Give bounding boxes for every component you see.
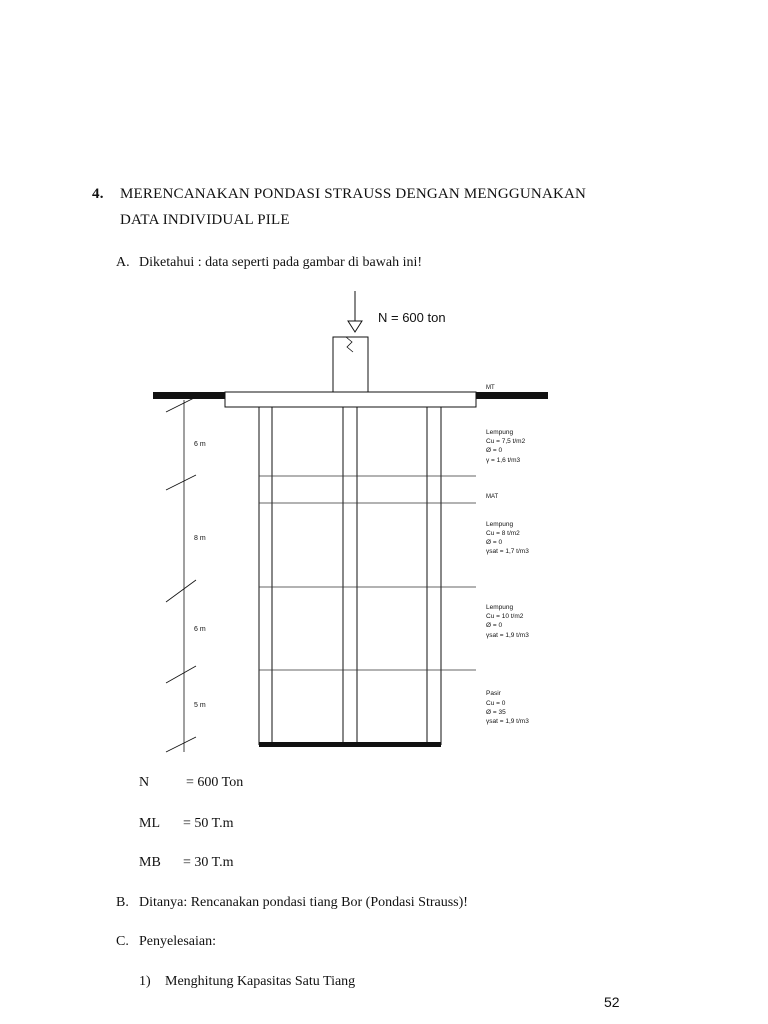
water-table-label: MAT <box>486 494 499 500</box>
soil-layer-3 <box>486 604 529 639</box>
svg-text:γ = 1,6 t/m3: γ = 1,6 t/m3 <box>486 457 521 464</box>
piles <box>259 407 441 745</box>
part-a-text: Diketahui : data seperti pada gambar di bawah ini! <box>139 255 423 270</box>
section-number: 4. <box>92 186 104 202</box>
svg-text:Lempung: Lempung <box>486 429 514 436</box>
given-value-n: = 600 Ton <box>186 775 244 790</box>
svg-text:γsat = 1,9 t/m3: γsat = 1,9 t/m3 <box>486 718 529 725</box>
svg-text:Ø = 35: Ø = 35 <box>486 709 506 716</box>
step-1-number: 1) <box>139 974 151 989</box>
given-value-ml: = 50 T.m <box>183 816 234 831</box>
soil-layer-4 <box>486 690 529 725</box>
svg-text:γsat = 1,7 t/m3: γsat = 1,7 t/m3 <box>486 548 529 555</box>
part-b-text: Ditanya: Rencanakan pondasi tiang Bor (Pondasi Strauss)! <box>139 895 468 910</box>
part-a-letter: A. <box>116 255 130 270</box>
svg-text:Lempung: Lempung <box>486 521 514 528</box>
soil-layer-2 <box>486 521 529 555</box>
part-c-text: Penyelesaian: <box>139 934 216 949</box>
given-name-ml: ML <box>139 816 160 831</box>
pile-base <box>259 742 441 747</box>
depth-label-1: 6 m <box>194 441 206 448</box>
section-title-line1: MERENCANAKAN PONDASI STRAUSS DENGAN MENGGUNAKAN <box>120 186 587 202</box>
part-b-letter: B. <box>116 895 129 910</box>
svg-text:Cu = 0: Cu = 0 <box>486 700 506 707</box>
depth-dimension <box>166 397 196 752</box>
depth-label-4: 5 m <box>194 702 206 709</box>
ground-label: MT <box>486 385 495 391</box>
load-arrow-icon <box>348 291 362 332</box>
svg-text:γsat = 1,9 t/m3: γsat = 1,9 t/m3 <box>486 632 529 639</box>
svg-text:Ø = 0: Ø = 0 <box>486 447 503 454</box>
svg-text:Lempung: Lempung <box>486 604 514 611</box>
svg-text:Cu = 8 t/m2: Cu = 8 t/m2 <box>486 530 520 537</box>
soil-layer-1 <box>486 429 526 464</box>
svg-text:Ø = 0: Ø = 0 <box>486 622 503 629</box>
ground-surface-right <box>476 392 548 399</box>
depth-label-2: 8 m <box>194 535 206 542</box>
svg-text:Ø = 0: Ø = 0 <box>486 539 503 546</box>
section-title-line2: DATA INDIVIDUAL PILE <box>120 212 290 228</box>
given-value-mb: = 30 T.m <box>183 855 234 870</box>
svg-text:Cu = 10 t/m2: Cu = 10 t/m2 <box>486 613 524 620</box>
load-label: N = 600 ton <box>378 310 446 325</box>
ground-surface-left <box>153 392 225 399</box>
column <box>333 337 368 393</box>
svg-text:Cu = 7,5 t/m2: Cu = 7,5 t/m2 <box>486 438 526 445</box>
given-name-n: N <box>139 775 150 790</box>
pile-cap <box>225 392 476 407</box>
step-1-text: Menghitung Kapasitas Satu Tiang <box>165 974 356 989</box>
given-name-mb: MB <box>139 855 161 870</box>
layer-boundaries <box>259 476 476 670</box>
depth-label-3: 6 m <box>194 626 206 633</box>
page-number: 52 <box>604 994 620 1010</box>
part-c-letter: C. <box>116 934 129 949</box>
svg-text:Pasir: Pasir <box>486 690 501 697</box>
